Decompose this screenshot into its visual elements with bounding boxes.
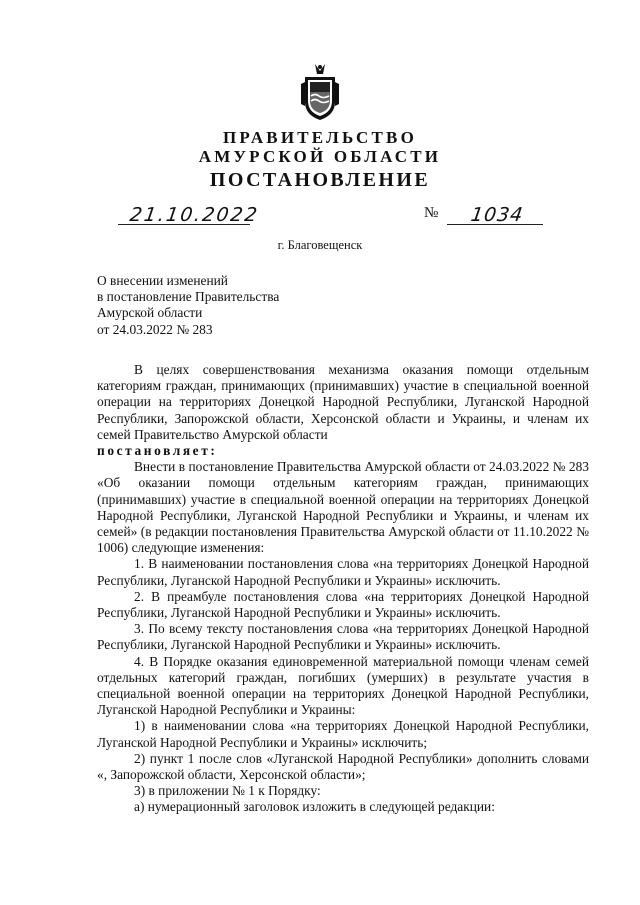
resolves-word (97, 443, 589, 459)
coat-of-arms-icon (299, 62, 341, 122)
org-title-line2: АМУРСКОЙ ОБЛАСТИ (198, 147, 442, 166)
org-title-line1: ПРАВИТЕЛЬСТВО (223, 128, 417, 147)
paragraph: Внести в постановление Правительства Амурской области от 24.03.2022 № 283 «Об оказании помощи отдельным категориям граждан, принимающих (принимавших) участие в специальной военной операции на территориях Донецкой Народной Республики, Луганской Народной Республики и Украины, и членам их семей» (в редакции постановления Правительства Амурской области от 11.10.2022 № 1006) следующие изменения: (97, 459, 589, 556)
subject-block (97, 273, 279, 338)
date-field (118, 198, 261, 226)
subject-line: Амурской области (97, 305, 203, 321)
paragraph: 2. В преамбуле постановления слова «на территориях Донецкой Народной Республики, Луганской Народной Республики и Украины» исключить. (97, 588, 589, 621)
resolves-text: постановляет: (97, 443, 218, 459)
city: г. Благовещенск (277, 238, 363, 252)
paragraph: а) нумерационный заголовок изложить в следующей редакции: (134, 799, 495, 815)
document-type: ПОСТАНОВЛЕНИЕ (209, 169, 431, 191)
subject-line: О внесении изменений (97, 273, 228, 288)
preamble: В целях совершенствования механизма оказания помощи отдельным категориям граждан, принимающих (принимавших) участие в специальной военной операции на территориях Донецкой Народной Республики, Луганской Народной Республики, Запорожской области, Херсонской области и Украины, и членам их семей Правительство Амурской области (97, 362, 589, 442)
number-value: 1034 (469, 204, 525, 226)
date-value: 21.10.2022 (128, 204, 261, 226)
document-body (97, 362, 589, 816)
subject-line: в постановление Правительства (97, 289, 280, 305)
paragraph: 1. В наименовании постановления слова «на территориях Донецкой Народной Республики, Луганской Народной Республики и Украины» исключить. (97, 556, 589, 588)
paragraph: 2) пункт 1 после слов «Луганской Народной Республики» дополнить словами «, Запорожской области, Херсонской области»; (97, 750, 589, 783)
number-field (447, 198, 543, 225)
paragraph: 3. По всему тексту постановления слова «на территориях Донецкой Народной Республики, Луганской Народной Республики и Украины» исключить. (97, 621, 589, 653)
subject-line: от 24.03.2022 № 283 (97, 321, 213, 337)
number-label: № (424, 205, 439, 221)
paragraph: 3) в приложении № 1 к Порядку: (134, 783, 321, 799)
paragraph: 1) в наименовании слова «на территориях Донецкой Народной Республики, Луганской Народной Республики и Украины» исключить; (97, 718, 589, 750)
paragraph: 4. В Порядке оказания единовременной материальной помощи членам семей отдельных категорий граждан, погибших (умерших) в результате участия в специальной военной операции на территориях Донецкой Народной Республики, Луганской Народной Республики и Украины: (97, 653, 589, 718)
